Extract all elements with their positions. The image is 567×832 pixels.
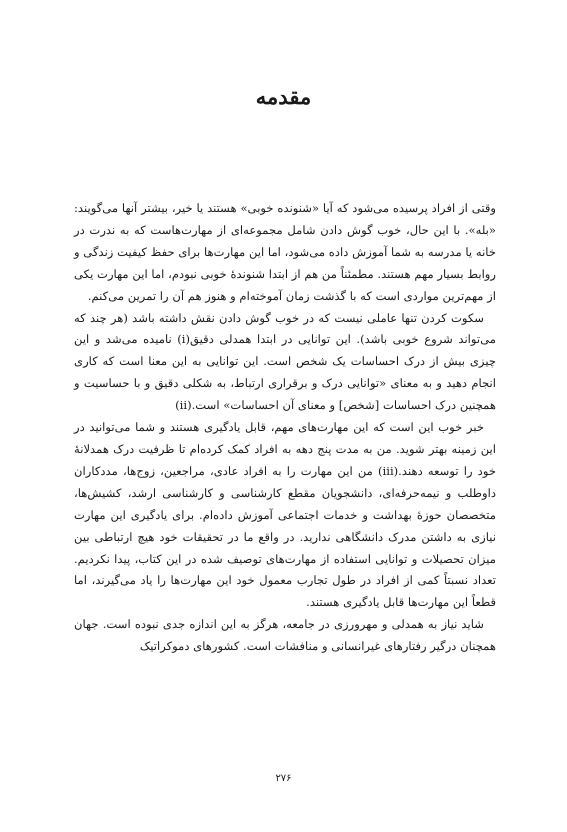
paragraph-4: شاید نیاز به همدلی و مهرورزی در جامعه، هرگز به این اندازه جدی نبوده است. جهان همچنان درگیر رفتارهای غیرانسانی و منافشات است. کشورهای دموکراتیک (74, 617, 496, 654)
paragraph-2: سکوت کردن تنها عاملی نیست که در خوب گوش دادن نقش داشته باشد (هر چند که می‌تواند شروع خوبی باشد). این توانایی در ابتدا همدلی دقیق(i) نامیده می‌شد و این چیزی بیش از درک احساسات یک شخص است. این توانایی به این معنا است که کاری انجام دهید و به معنای «توانایی درک و برقراری ارتباط، به شکلی دقیق و با حساسیت و همچنین درک احساسات [شخص] و معنای آن احساسات» است.(ii) (74, 310, 496, 413)
body-text (74, 198, 496, 658)
paragraph-3: خبر خوب این است که این مهارت‌های مهم، قابل یادگیری هستند و شما می‌توانید در این زمینه بهتر شوید. من به مدت پنج دهه به افراد کمک کرده‌ام تا ظرفیت درک همدلانهٔ خود را توسعه دهند.(iii) من این مهارت را به افراد عادی، مراجعین، زوج‌ها، مددکاران داوطلب و نیمه‌حرفه‌ای، دانشجویان مقطع کارشناسی و کارشناسی ارشد، کشیش‌ها، متخصصان حوزهٔ بهداشت و خدمات اجتماعی آموزش داده‌ام. برای یادگیری این مهارت نیازی به داشتن مدرک دانشگاهی ندارید. در واقع ما در تحقیقات خود هیچ ارتباطی بین میزان تحصیلات و توانایی استفاده از مهارت‌های توصیف شده در این کتاب، پیدا نکردیم. تعداد نسبتاً کمی از افراد در طول تجارب معمول خود این مهارت‌ها را یاد می‌گیرند، اما قطعاً این مهارت‌ها قابل یادگیری هستند. (74, 420, 496, 610)
page-number: ۲۷۶ (275, 773, 292, 784)
paragraph-1: وقتی از افراد پرسیده می‌شود که آیا «شنونده خوبی» هستند یا خیر، بیشتر آنها می‌گویند: «بله». با این حال، خوب گوش دادن شامل مجموعه‌ای از مهارت‌هاست که به ندرت در خانه یا مدرسه به شما آموزش داده می‌شود، اما این مهارت‌ها برای حفظ کیفیت زندگی و روابط بسیار مهم هستند. مطمئناً من هم از ابتدا شنوندهٔ خوبی نبودم، اما این مهارت یکی از مهم‌ترین مواردی است که با گذشت زمان آموخته‌ام و هنوز هم آن را تمرین می‌کنم. (74, 201, 496, 303)
page-title: مقدمه (255, 84, 312, 109)
